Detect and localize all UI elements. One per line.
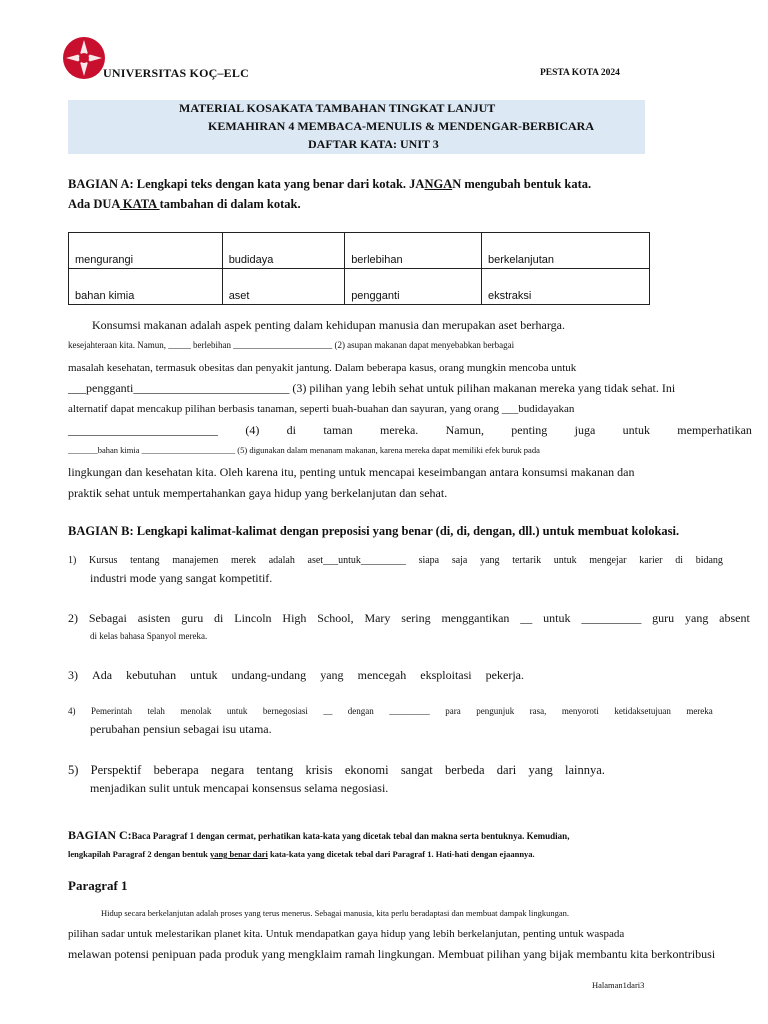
page-number: Halaman1dari3 — [592, 980, 645, 990]
question-word: __________ — [581, 611, 642, 625]
question-word: Ada — [92, 668, 113, 682]
passage-line: ___pengganti__________________________ (3) pilihan yang lebih sehat untuk pilihan makanan mereka yang tidak sehat. Ini — [68, 381, 676, 395]
section-a-instructions: BAGIAN A: Lengkapi teks dengan kata yang benar dari kotak. JANGAN mengubah bentuk kata. Ada DUA KATA tambahan di dalam kotak. — [68, 177, 592, 211]
question-word: 3) — [68, 668, 78, 682]
question-word: saja — [451, 555, 468, 566]
question-word: Mary — [364, 611, 391, 625]
word-box-cell: ekstraksi — [481, 269, 649, 305]
question-line: industri mode yang sangat kompetitif. — [90, 571, 273, 585]
question-line: di kelas bahasa Spanyol mereka. — [90, 631, 208, 641]
question-2 — [68, 611, 754, 641]
question-word: negara — [210, 763, 245, 777]
question-word: __ — [323, 706, 333, 716]
question-word: dengan — [347, 706, 374, 716]
passage-line: lingkungan dan kesehatan kita. Oleh karena itu, penting untuk mencapai keseimbangan antara konsumsi makanan dan — [68, 465, 635, 479]
question-line — [68, 763, 605, 778]
question-word: _________ — [389, 706, 430, 716]
word-box-table — [68, 232, 650, 305]
passage-line: praktik sehat untuk mempertahankan gaya hidup yang berkelanjutan dan sehat. — [68, 486, 448, 500]
question-word: 4) — [68, 706, 76, 716]
question-word: manajemen — [172, 555, 219, 566]
question-word: pekerja. — [485, 668, 524, 682]
word-box-cell: mengurangi — [69, 233, 223, 269]
question-word: sering — [401, 611, 431, 625]
title-line-2: KEMAHIRAN 4 MEMBACA-MENULIS & MENDENGAR-BERBICARA — [208, 119, 594, 133]
question-word: di — [214, 611, 224, 625]
word-box-cell: bahan kimia — [69, 269, 223, 305]
word-box-row — [69, 269, 650, 305]
question-word: pengunjuk — [476, 706, 515, 716]
question-word: tentang — [256, 763, 294, 777]
passage-line-justified: _________________________ (4) di taman mereka. Namun, penting juga untuk memperhatikan — [68, 423, 752, 437]
question-word: untuk — [226, 706, 248, 716]
title-line-1: MATERIAL KOSAKATA TAMBAHAN TINGKAT LANJUT — [179, 101, 496, 115]
question-word: Kursus — [89, 555, 118, 566]
paragraph-line: pilihan sadar untuk melestarikan planet kita. Untuk mendapatkan gaya hidup yang lebih berkelanjutan, penting untuk waspada — [68, 928, 625, 940]
question-line — [68, 706, 713, 716]
question-word: guru — [652, 611, 675, 625]
question-word: berbeda — [444, 763, 485, 777]
question-word: absent — [719, 611, 750, 625]
question-word: para — [445, 706, 461, 716]
question-word: untuk — [190, 668, 218, 682]
question-word: bidang — [695, 555, 723, 566]
section-c-instructions-2: lengkapilah Paragraf 2 dengan bentuk yang benar dari kata-kata yang dicetak tebal dari Paragraf 1. Hati-hati dengan ejaannya. — [68, 849, 535, 859]
question-word: untuk — [553, 555, 577, 566]
question-word: kebutuhan — [126, 668, 177, 682]
word-box-cell: budidaya — [222, 233, 345, 269]
university-logo-icon — [62, 36, 106, 80]
question-word: Lincoln — [234, 611, 272, 625]
question-line: menjadikan sulit untuk mencapai konsensus selama negosiasi. — [90, 781, 389, 795]
question-line — [68, 668, 524, 683]
question-word: yang — [685, 611, 709, 625]
question-1 — [68, 555, 754, 586]
question-word: ekonomi — [344, 763, 389, 777]
question-word: merek — [231, 555, 257, 566]
question-word: undang-undang — [231, 668, 307, 682]
question-word: menggantikan — [441, 611, 510, 625]
word-box-row — [69, 233, 650, 269]
paragraph-line: Hidup secara berkelanjutan adalah proses yang terus menerus. Sebagai manusia, kita perlu beradaptasi dan membuat dampak lingkungan. — [101, 908, 570, 918]
question-line — [68, 611, 750, 626]
question-word: Sebagai — [88, 611, 127, 625]
section-c-instructions: BAGIAN C:Baca Paragraf 1 dengan cermat, perhatikan kata-kata yang dicetak tebal dan makna serta bentuknya. Kemudian, — [68, 828, 570, 842]
paragraph-title: Paragraf 1 — [68, 878, 128, 893]
question-word: menyoroti — [561, 706, 599, 716]
question-3 — [68, 668, 754, 683]
question-word: School, — [317, 611, 354, 625]
passage-line: _______bahan kimia ______________________ (5) digunakan dalam menanam makanan, karena mereka dapat memiliki efek buruk pada — [68, 445, 540, 455]
question-line: perubahan pensiun sebagai isu utama. — [90, 722, 272, 736]
question-word: krisis — [305, 763, 333, 777]
question-word: di — [675, 555, 683, 566]
question-word: lainnya. — [565, 763, 605, 777]
institution-name: UNIVERSITAS KOÇ–ELC — [103, 66, 249, 80]
question-line — [68, 555, 723, 566]
question-word: yang — [480, 555, 500, 566]
word-box-cell: aset — [222, 269, 345, 305]
question-word: untuk — [543, 611, 571, 625]
question-word: 2) — [68, 611, 78, 625]
question-word: mengejar — [589, 555, 627, 566]
question-word: menolak — [180, 706, 212, 716]
passage-line: Konsumsi makanan adalah aspek penting dalam kehidupan manusia dan merupakan aset berharga. — [92, 318, 565, 332]
paragraph-line: melawan potensi penipuan pada produk yang mengklaim ramah lingkungan. Membuat pilihan yang bijak membantu kita berkontribusi — [68, 947, 716, 961]
question-5 — [68, 763, 754, 796]
question-word: mereka — [686, 706, 713, 716]
question-word: guru — [181, 611, 204, 625]
word-box-cell: pengganti — [345, 269, 482, 305]
question-word: mencegah — [357, 668, 407, 682]
question-word: Perspektif — [90, 763, 142, 777]
question-word: eksploitasi — [420, 668, 472, 682]
word-box-cell: berkelanjutan — [481, 233, 649, 269]
question-word: ketidaksetujuan — [614, 706, 671, 716]
passage-line: kesejahteraan kita. Namun, _____ berlebihan ______________________ (2) asupan makanan dapat menyebabkan berbagai — [68, 340, 515, 350]
question-word: aset___untuk_________ — [307, 555, 406, 566]
title-line-3: DAFTAR KATA: UNIT 3 — [308, 137, 439, 151]
passage-line: masalah kesehatan, termasuk obesitas dan penyakit jantung. Dalam beberapa kasus, orang mungkin mencoba untuk — [68, 362, 577, 374]
question-word: 1) — [68, 555, 77, 566]
question-4 — [68, 706, 754, 737]
event-label: PESTA KOTA 2024 — [540, 68, 620, 78]
question-word: tentang — [130, 555, 160, 566]
question-word: rasa, — [529, 706, 547, 716]
question-word: adalah — [268, 555, 295, 566]
question-word: siapa — [418, 555, 440, 566]
question-word: karier — [639, 555, 663, 566]
question-word: dari — [496, 763, 517, 777]
passage-line: alternatif dapat mencakup pilihan berbasis tanaman, seperti buah-buahan dan sayuran, yang orang ___budidayakan — [68, 403, 575, 415]
question-word: asisten — [137, 611, 171, 625]
question-word: beberapa — [153, 763, 199, 777]
question-word: High — [282, 611, 307, 625]
question-word: telah — [147, 706, 165, 716]
word-box-cell: berlebihan — [345, 233, 482, 269]
question-word: bernegosiasi — [262, 706, 308, 716]
question-word: yang — [528, 763, 553, 777]
question-word: Pemerintah — [90, 706, 132, 716]
question-word: sangat — [400, 763, 433, 777]
question-word: yang — [320, 668, 344, 682]
question-word: __ — [520, 611, 533, 625]
section-b-heading: BAGIAN B: Lengkapi kalimat-kalimat dengan preposisi yang benar (di, di, dengan, dll.) untuk membuat kolokasi. — [68, 524, 680, 538]
question-word: tertarik — [512, 555, 542, 566]
question-word: 5) — [68, 763, 79, 777]
